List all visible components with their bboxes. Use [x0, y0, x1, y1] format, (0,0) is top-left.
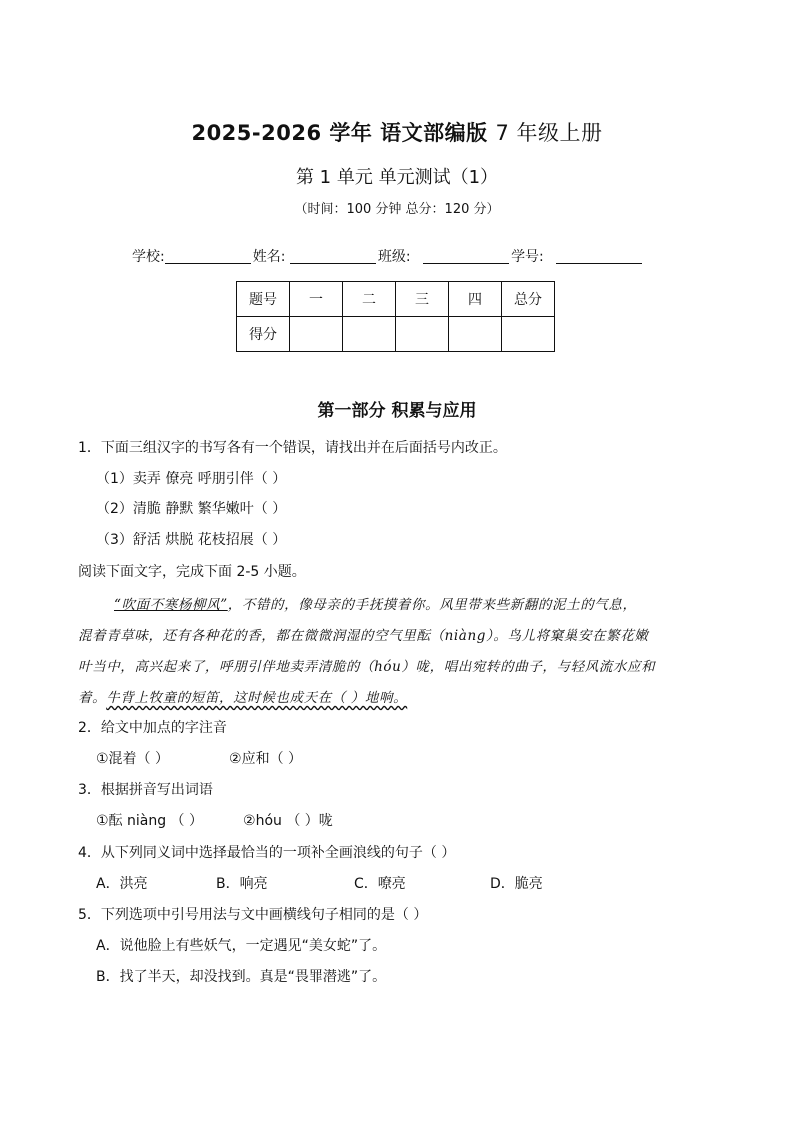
q5-option: A．说他脸上有些妖气，一定遇见“美女蛇”了。 [96, 938, 387, 954]
q2-options [96, 748, 302, 768]
q1-item: （2）清脆 静默 繁华嫩叶（ ） [96, 501, 287, 517]
score-header-cell: 三 [396, 282, 449, 317]
score-cell[interactable] [290, 317, 343, 352]
exam-meta: （时间：100 分钟 总分：120 分） [294, 202, 500, 217]
q1-item: （3）舒活 烘脱 花枝招展（ ） [96, 532, 287, 548]
title-main: 2025-2026 学年 语文部编版 [191, 121, 488, 145]
q5-option: B．找了半天，却没找到。真是“畏罪潜逃”了。 [96, 969, 387, 985]
passage-line-2: 混着青草味，还有各种花的香，都在微微润湿的空气里酝（niàng）。鸟儿将窠巢安在繁花嫩 [78, 628, 649, 644]
q4-option: B．响亮 [216, 876, 268, 892]
q1-stem: 1．下面三组汉字的书写各有一个错误，请找出并在后面括号内改正。 [78, 440, 507, 456]
q2-option: ②应和（ ） [229, 751, 303, 767]
score-cell[interactable] [502, 317, 555, 352]
score-cell[interactable] [449, 317, 502, 352]
class-label: 班级: [377, 249, 411, 265]
q4-stem: 4．从下列同义词中选择最恰当的一项补全画浪线的句子（ ） [78, 845, 456, 861]
score-table-header-row [237, 282, 555, 317]
q2-option: ①混着（ ） [96, 751, 170, 767]
q3-option: ②hóu （ ）咙 [243, 813, 333, 829]
q1-item: （1）卖弄 僚亮 呼朋引伴（ ） [96, 471, 287, 487]
q3-stem: 3．根据拼音写出词语 [78, 782, 213, 798]
id-label: 学号: [511, 249, 544, 265]
id-field[interactable] [556, 249, 642, 264]
passage-text: 着。 [78, 690, 107, 706]
q3-option: ①酝 niàng （ ） [96, 813, 204, 829]
score-table-score-row [237, 317, 555, 352]
name-label: 姓名: [252, 249, 286, 265]
score-cell[interactable] [396, 317, 449, 352]
reading-intro: 阅读下面文字，完成下面 2-5 小题。 [78, 564, 306, 580]
passage-text: ，不错的，像母亲的手抚摸着你。风里带来些新翻的泥土的气息， [227, 597, 637, 613]
score-table [236, 281, 555, 352]
passage-line-3: 叶当中，高兴起来了，呼朋引伴地卖弄清脆的（hóu）咙，唱出宛转的曲子，与轻风流水应和 [78, 659, 656, 675]
q3-options [96, 810, 333, 830]
passage-line-4 [78, 686, 407, 706]
q4-option: D．脆亮 [490, 876, 543, 892]
name-field[interactable] [290, 249, 376, 264]
school-label: 学校: [132, 249, 165, 265]
wavy-underlined-sentence: 牛背上牧童的短笛，这时候也成天在（ ）地响。 [106, 690, 408, 706]
q4-option: C．嘹亮 [354, 876, 406, 892]
passage-line-1 [114, 593, 637, 613]
page-subtitle: 第 1 单元 单元测试（1） [295, 167, 499, 188]
page-title [0, 117, 794, 147]
q5-stem: 5．下列选项中引号用法与文中画横线句子相同的是（ ） [78, 907, 428, 923]
school-field[interactable] [165, 249, 251, 264]
section-title: 第一部分 积累与应用 [317, 401, 477, 421]
score-header-cell: 一 [290, 282, 343, 317]
score-cell[interactable] [343, 317, 396, 352]
score-header-cell: 题号 [237, 282, 290, 317]
q4-options [96, 873, 543, 893]
passage-quote: “吹面不寒杨柳风” [114, 597, 228, 613]
score-header-cell: 四 [449, 282, 502, 317]
title-grade: 7 年级上册 [495, 121, 603, 145]
q2-stem: 2．给文中加点的字注音 [78, 720, 227, 736]
score-header-cell: 二 [343, 282, 396, 317]
score-header-cell: 总分 [502, 282, 555, 317]
student-info-row [132, 246, 644, 266]
score-row-label: 得分 [237, 317, 290, 352]
q4-option: A．洪亮 [96, 876, 148, 892]
class-field[interactable] [423, 249, 509, 264]
